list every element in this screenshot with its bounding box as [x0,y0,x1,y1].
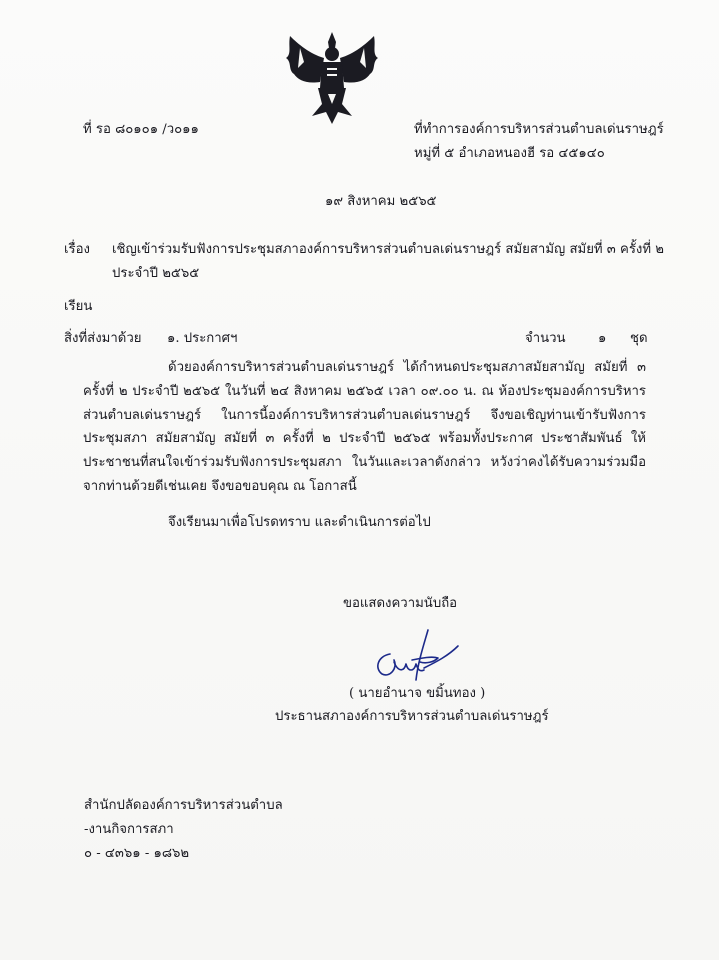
closing-sentence: จึงเรียนมาเพื่อโปรดทราบ และดำเนินการต่อไป [168,515,431,530]
office-address-line1: ที่ทำการองค์การบริหารส่วนตำบลเด่นราษฎร์ [414,122,664,137]
garuda-emblem-icon [280,32,384,126]
signer-name: ( นายอำนาจ ขมิ้นทอง ) [349,686,486,701]
office-address-line2: หมู่ที่ ๕ อำเภอหนองฮี รอ ๔๕๑๔๐ [414,146,605,161]
reference-number: ที่ รอ ๘๐๑๐๑ /ว๐๑๑ [83,122,199,137]
subject-line2: ประจำปี ๒๕๖๕ [112,266,200,281]
enclosure-unit: ชุด [630,331,648,346]
signer-title: ประธานสภาองค์การบริหารส่วนตำบลเด่นราษฎร์ [275,709,549,724]
footer-division: -งานกิจการสภา [84,822,174,837]
footer-office: สำนักปลัดองค์การบริหารส่วนตำบล [84,798,283,813]
subject-label: เรื่อง [64,242,90,257]
enclosure-label: สิ่งที่ส่งมาด้วย [64,331,142,346]
body-paragraph: ด้วยองค์การบริหารส่วนตำบลเด่นราษฎร์ ได้กำหนดประชุมสภาสมัยสามัญ สมัยที่ ๓ ครั้งที่ ๒ ประจำปี ๒๕๖๕ ในวันที่ ๒๔ สิงหาคม ๒๕๖๕ เวลา ๐๙.๐๐ น. ณ ห้องประชุมองค์การบริหารส่วนตำบลเด่นราษฎร์ ในการนี้องค์การบริหารส่วนตำบลเด่นราษฎร์ จึงขอเชิญท่านเข้ารับฟังการประชุมสภา สมัยสามัญ สมัยที่ ๓ ครั้งที่ ๒ ประจำปี ๒๕๖๕ พร้อมทั้งประกาศ ประชาสัมพันธ์ ให้ประชาชนที่สนใจเข้าร่วมรับฟังการประชุมสภา ในวันและเวลาดังกล่าว หวังว่าคงได้รับความร่วมมือจากท่านด้วยดีเช่นเคย จึงขอขอบคุณ ณ โอกาสนี้ [83,360,646,494]
enclosure-item: ๑. ประกาศฯ [167,331,238,346]
regards: ขอแสดงความนับถือ [343,596,458,611]
subject-line1: เชิญเข้าร่วมรับฟังการประชุมสภาองค์การบริหารส่วนตำบลเด่นราษฎร์ สมัยสามัญ สมัยที่ ๓ ครั้งที่ ๒ [112,242,664,257]
enclosure-qty-label: จำนวน [525,331,566,346]
enclosure-qty: ๑ [598,331,607,346]
salutation: เรียน [64,299,93,314]
letter-date: ๑๙ สิงหาคม ๒๕๖๕ [325,194,437,209]
footer-phone: ๐ - ๔๓๖๑ - ๑๘๖๒ [84,846,190,861]
signature-icon [368,628,460,688]
